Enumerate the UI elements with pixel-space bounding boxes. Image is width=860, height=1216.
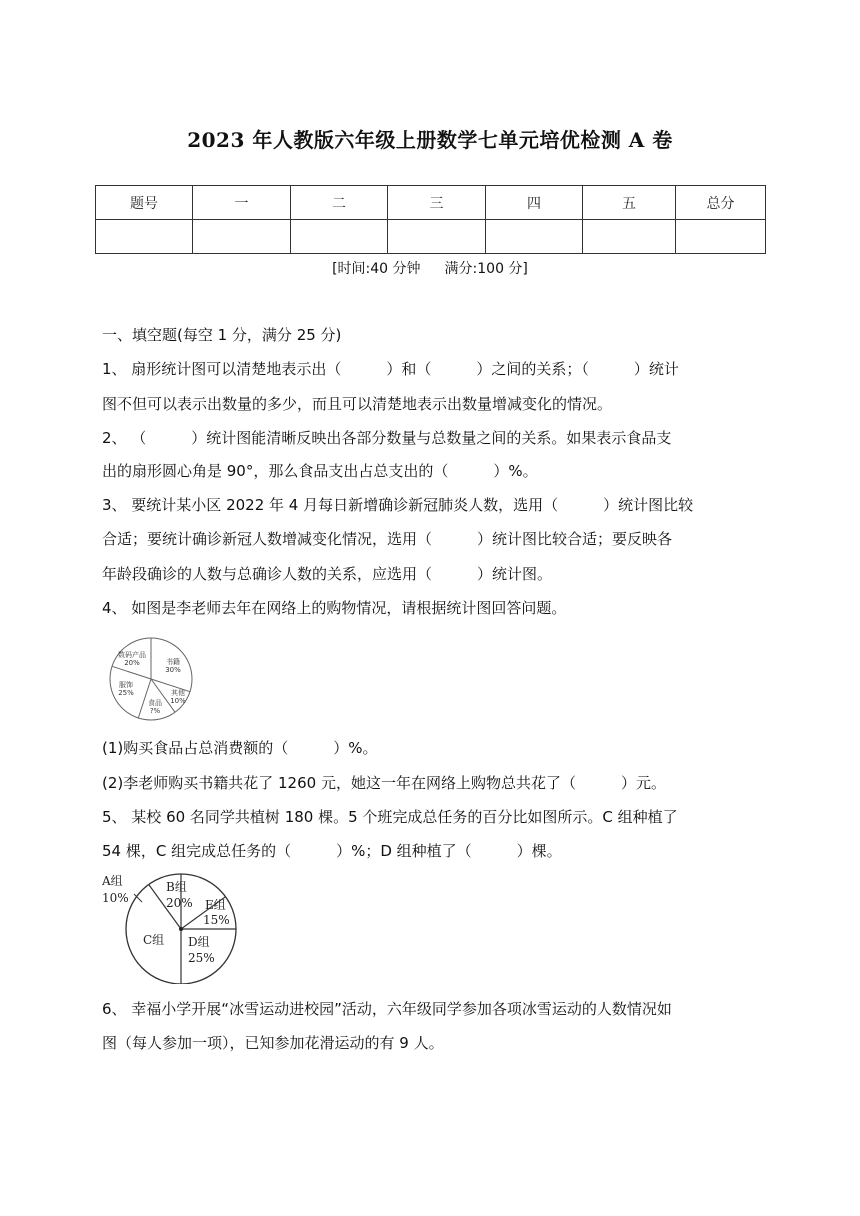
pie2-label-name: C组 xyxy=(143,933,165,947)
score-table-header: 一 xyxy=(193,186,291,220)
pie2-label-pct: 15% xyxy=(203,913,230,927)
question-line: 4、 如图是李老师去年在网络上的购物情况，请根据统计图回答问题。 xyxy=(102,599,567,617)
score-cell xyxy=(583,220,676,254)
question-line: 6、 幸福小学开展“冰雪运动进校园”活动，六年级同学参加各项冰雪运动的人数情况如 xyxy=(102,1000,672,1018)
pie1-label-name: 书籍 xyxy=(166,658,180,666)
score-cell xyxy=(96,220,193,254)
score-table-header: 二 xyxy=(291,186,388,220)
question-line: 年龄段确诊的人数与总确诊人数的关系，应选用（ ）统计图。 xyxy=(102,565,553,583)
pie2-label-pct: 10% xyxy=(102,891,129,905)
score-cell xyxy=(388,220,486,254)
pie1-label-pct: ?% xyxy=(149,707,161,715)
question-line: 出的扇形圆心角是 90°，那么食品支出占总支出的（ ）%。 xyxy=(102,462,538,480)
question-line: 5、 某校 60 名同学共植树 180 棵。5 个班完成总任务的百分比如图所示。C 组种植了 xyxy=(102,808,678,826)
pie1-label-pct: 10% xyxy=(170,697,186,705)
planting-pie-chart xyxy=(102,872,242,984)
full-score: 满分:100 分] xyxy=(444,261,528,277)
page-title: 2023 年人教版六年级上册数学七单元培优检测 A 卷 xyxy=(187,128,673,152)
pie1-label-pct: 25% xyxy=(118,689,134,697)
pie2-label-name: E组 xyxy=(205,898,226,912)
section-heading: 一、填空题(每空 1 分，满分 25 分) xyxy=(102,326,342,344)
question-line: 图（每人参加一项），已知参加花滑运动的有 9 人。 xyxy=(102,1034,444,1052)
score-table-header-row xyxy=(96,186,766,220)
pie-center-dot xyxy=(179,927,183,931)
score-cell xyxy=(193,220,291,254)
pie2-label-pct: 20% xyxy=(166,896,193,910)
score-cell xyxy=(486,220,583,254)
pie2-label-name: B组 xyxy=(166,880,187,894)
pie2-label-name: D组 xyxy=(188,935,210,949)
score-table-header: 总分 xyxy=(676,186,766,220)
score-table-header: 题号 xyxy=(96,186,193,220)
score-table-header: 五 xyxy=(583,186,676,220)
pie1-label-name: 其他 xyxy=(171,689,185,697)
pie2-label-pct: 25% xyxy=(188,951,215,965)
pie1-label-name: 食品 xyxy=(148,699,162,707)
question-line: (1)购买食品占总消费额的（ ）%。 xyxy=(102,739,378,757)
question-line: 2、 （ ）统计图能清晰反映出各部分数量与总数量之间的关系。如果表示食品支 xyxy=(102,429,672,447)
score-table-header: 三 xyxy=(388,186,486,220)
score-cell xyxy=(291,220,388,254)
question-line: 3、 要统计某小区 2022 年 4 月每日新增确诊新冠肺炎人数，选用（ ）统计图比较 xyxy=(102,496,694,514)
question-line: 图不但可以表示出数量的多少，而且可以清楚地表示出数量增减变化的情况。 xyxy=(102,395,613,413)
question-line: (2)李老师购买书籍共花了 1260 元，她这一年在网络上购物总共花了（ ）元。 xyxy=(102,774,666,792)
question-line: 1、 扇形统计图可以清楚地表示出（ ）和（ ）之间的关系；（ ）统计 xyxy=(102,360,679,378)
score-table-header: 四 xyxy=(486,186,583,220)
time-limit: [时间:40 分钟 xyxy=(332,261,421,277)
question-line: 合适；要统计确诊新冠人数增减变化情况，选用（ ）统计图比较合适；要反映各 xyxy=(102,530,673,548)
score-table-blank-row xyxy=(96,220,766,254)
pie2-label-name: A组 xyxy=(102,874,123,888)
pie1-label-name: 服饰 xyxy=(119,681,133,689)
pie1-label-pct: 30% xyxy=(165,666,181,674)
score-table xyxy=(95,185,766,254)
time-info xyxy=(0,258,860,278)
pie1-label-pct: 20% xyxy=(124,659,140,667)
question-line: 54 棵，C 组完成总任务的（ ）%；D 组种植了（ ）棵。 xyxy=(102,842,562,860)
shopping-pie-chart xyxy=(104,636,198,722)
pie1-label-name: 数码产品 xyxy=(118,651,146,659)
score-cell xyxy=(676,220,766,254)
